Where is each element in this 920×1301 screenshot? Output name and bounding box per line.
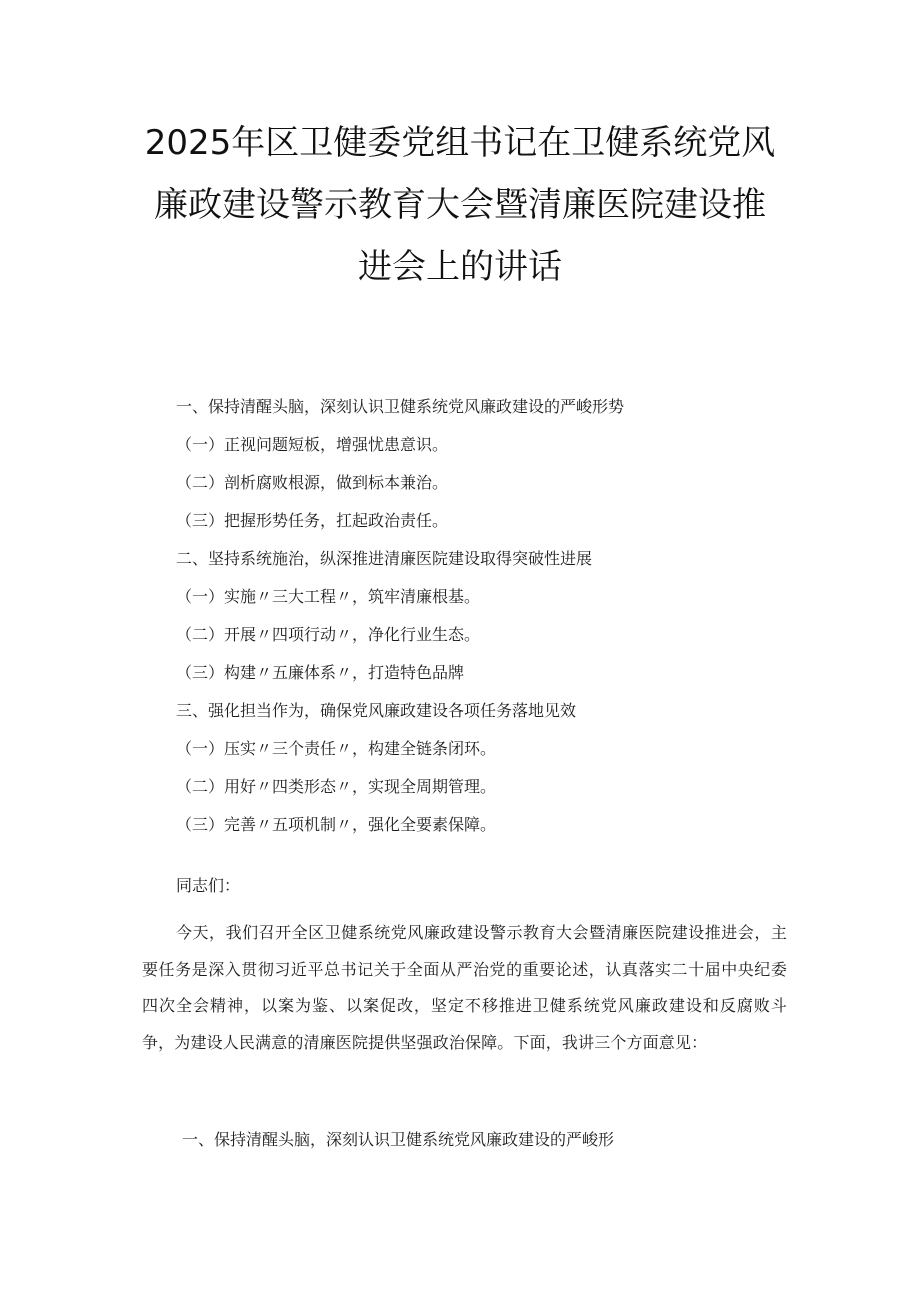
salutation: 同志们：: [176, 876, 241, 895]
title-line-3: 进会上的讲话: [358, 247, 562, 287]
title-line-2: 廉政建设警示教育大会暨清廉医院建设推: [154, 185, 766, 225]
section-heading: 一、保持清醒头脑，深刻认识卫健系统党风廉政建设的严峻形: [182, 1130, 615, 1149]
outline-list: [176, 388, 816, 844]
outline-heading-1: 一、保持清醒头脑，深刻认识卫健系统党风廉政建设的严峻形势: [176, 397, 625, 416]
outline-heading-2: 二、坚持系统施治，纵深推进清廉医院建设取得突破性进展: [176, 549, 593, 568]
outline-item: （三）把握形势任务，扛起政治责任。: [176, 511, 449, 530]
outline-item: （二）开展〃四项行动〃，净化行业生态。: [176, 625, 481, 644]
outline-item: （三）完善〃五项机制〃，强化全要素保障。: [176, 815, 497, 834]
outline-item: （二）用好〃四类形态〃，实现全周期管理。: [176, 777, 497, 796]
outline-item: （一）压实〃三个责任〃，构建全链条闭环。: [176, 739, 497, 758]
opening-paragraph: 今天，我们召开全区卫健系统党风廉政建设警示教育大会暨清廉医院建设推进会，主要任务是深入贯彻习近平总书记关于全面从严治党的重要论述，认真落实二十届中央纪委四次全会精神，以案为鉴、以案促改，坚定不移推进卫健系统党风廉政建设和反腐败斗争，为建设人民满意的清廉医院提供坚强政治保障。下面，我讲三个方面意见：: [142, 923, 787, 1052]
title-line-1: 2025年区卫健委党组书记在卫健系统党风: [144, 123, 776, 163]
document-title: [120, 112, 800, 298]
outline-heading-3: 三、强化担当作为，确保党风廉政建设各项任务落地见效: [176, 701, 577, 720]
outline-item: （一）正视问题短板，增强忧患意识。: [176, 435, 449, 454]
outline-item: （三）构建〃五廉体系〃，打造特色品牌: [176, 663, 465, 682]
outline-item: （一）实施〃三大工程〃，筑牢清廉根基。: [176, 587, 481, 606]
outline-item: （二）剖析腐败根源，做到标本兼治。: [176, 473, 449, 492]
